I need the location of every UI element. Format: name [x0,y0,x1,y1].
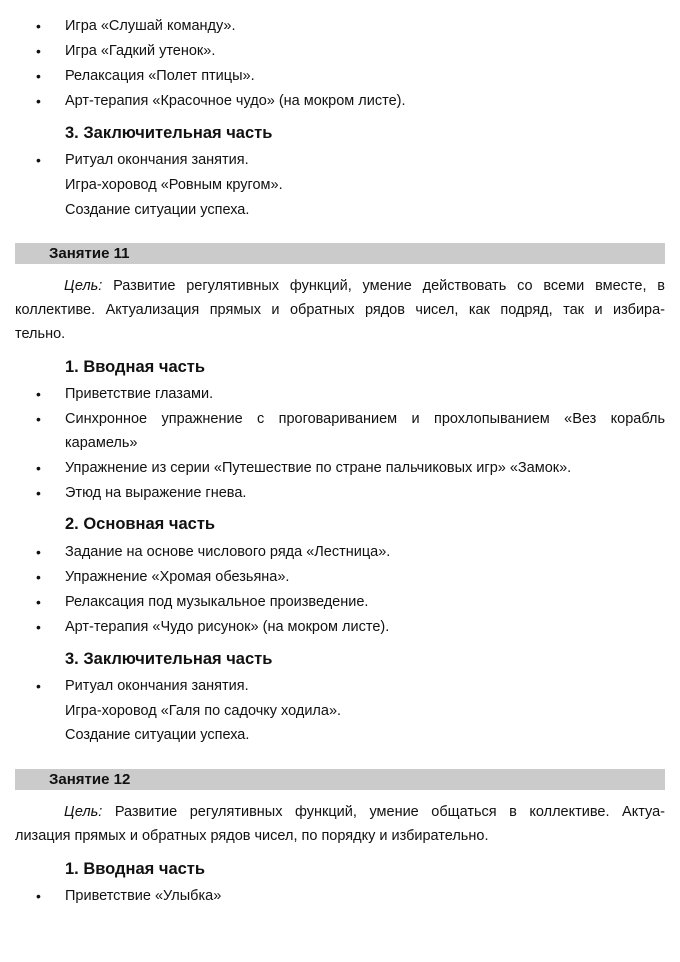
bullet-icon: • [36,544,41,560]
list-item-text: Этюд на выражение гнева. [65,485,247,501]
list-item-text: Игра-хоровод «Ровным кругом». [65,177,283,193]
bullet-icon: • [36,386,41,402]
list-item-text: Синхронное упражнение с проговариванием и прохлопыванием «Вез корабль [65,411,665,427]
lesson-title: Занятие 11 [49,245,130,262]
list-item-continuation [0,198,680,223]
goal-line: лизация прямых и обратных рядов чисел, по порядку и избирательно. [15,828,489,844]
lesson-header-bar [15,769,665,790]
lesson-goal-paragraph [15,274,665,346]
goal-label: Цель: [64,804,103,820]
bullet-icon: • [36,888,41,904]
list-item-text: Создание ситуации успеха. [65,727,250,743]
goal-line: Цель: Развитие регулятивных функций, умение общаться в коллективе. Актуа- [64,804,665,820]
section-heading-final: 3. Заключительная часть [65,124,273,142]
bullet-icon: • [36,460,41,476]
lesson-header-bar [15,243,665,264]
list-item [0,89,680,114]
list-item [0,39,680,64]
list-item [0,884,680,909]
list-item-text: Игра «Слушай команду». [65,18,236,34]
list-item-text: Упражнение из серии «Путешествие по стране пальчиковых игр» «Замок». [65,460,572,476]
list-item [0,481,680,506]
goal-line: Цель: Развитие регулятивных функций, умение действовать со всеми вместе, в [64,278,665,294]
section-heading-main: 2. Основная часть [65,515,216,533]
bullet-icon: • [36,93,41,109]
lesson-goal-paragraph [15,800,665,848]
list-item-continuation [0,723,680,748]
list-item-text: Ритуал окончания занятия. [65,678,249,694]
bullet-icon: • [36,619,41,635]
list-item [0,148,680,173]
list-item [0,407,680,432]
list-item [0,590,680,615]
list-item-text: Создание ситуации успеха. [65,202,250,218]
goal-line: коллективе. Актуализация прямых и обратных рядов чисел, как подряд, так и избира- [15,302,665,318]
list-item-text: Релаксация под музыкальное произведение. [65,594,369,610]
list-item [0,565,680,590]
bullet-icon: • [36,68,41,84]
list-item-text: Релаксация «Полет птицы». [65,68,255,84]
list-item-text: Ритуал окончания занятия. [65,152,249,168]
section-heading-intro: 1. Вводная часть [65,860,206,878]
list-item-text: Арт-терапия «Чудо рисунок» (на мокром листе). [65,619,390,635]
list-item-continuation [0,173,680,198]
list-item-text: Игра-хоровод «Галя по садочку ходила». [65,703,342,719]
bullet-icon: • [36,43,41,59]
section-heading-final: 3. Заключительная часть [65,650,273,668]
list-item [0,674,680,699]
list-item [0,456,680,481]
bullet-icon: • [36,411,41,427]
list-item-text: карамель» [65,435,138,451]
bullet-icon: • [36,152,41,168]
list-item [0,64,680,89]
list-item-text: Арт-терапия «Красочное чудо» (на мокром листе). [65,93,406,109]
list-item [0,615,680,640]
list-item [0,382,680,407]
bullet-icon: • [36,678,41,694]
list-item-continuation [0,431,680,456]
list-item-continuation [0,699,680,724]
bullet-icon: • [36,569,41,585]
list-item-text: Упражнение «Хромая обезьяна». [65,569,290,585]
goal-line: тельно. [15,326,66,342]
bullet-icon: • [36,485,41,501]
list-item [0,540,680,565]
goal-label: Цель: [64,278,103,294]
list-item-text: Приветствие глазами. [65,386,214,402]
list-item-text: Игра «Гадкий утенок». [65,43,216,59]
section-heading-intro: 1. Вводная часть [65,358,206,376]
bullet-icon: • [36,18,41,34]
list-item-text: Задание на основе числового ряда «Лестница». [65,544,391,560]
list-item [0,14,680,39]
bullet-icon: • [36,594,41,610]
list-item-text: Приветствие «Улыбка» [65,888,222,904]
lesson-title: Занятие 12 [49,771,131,788]
